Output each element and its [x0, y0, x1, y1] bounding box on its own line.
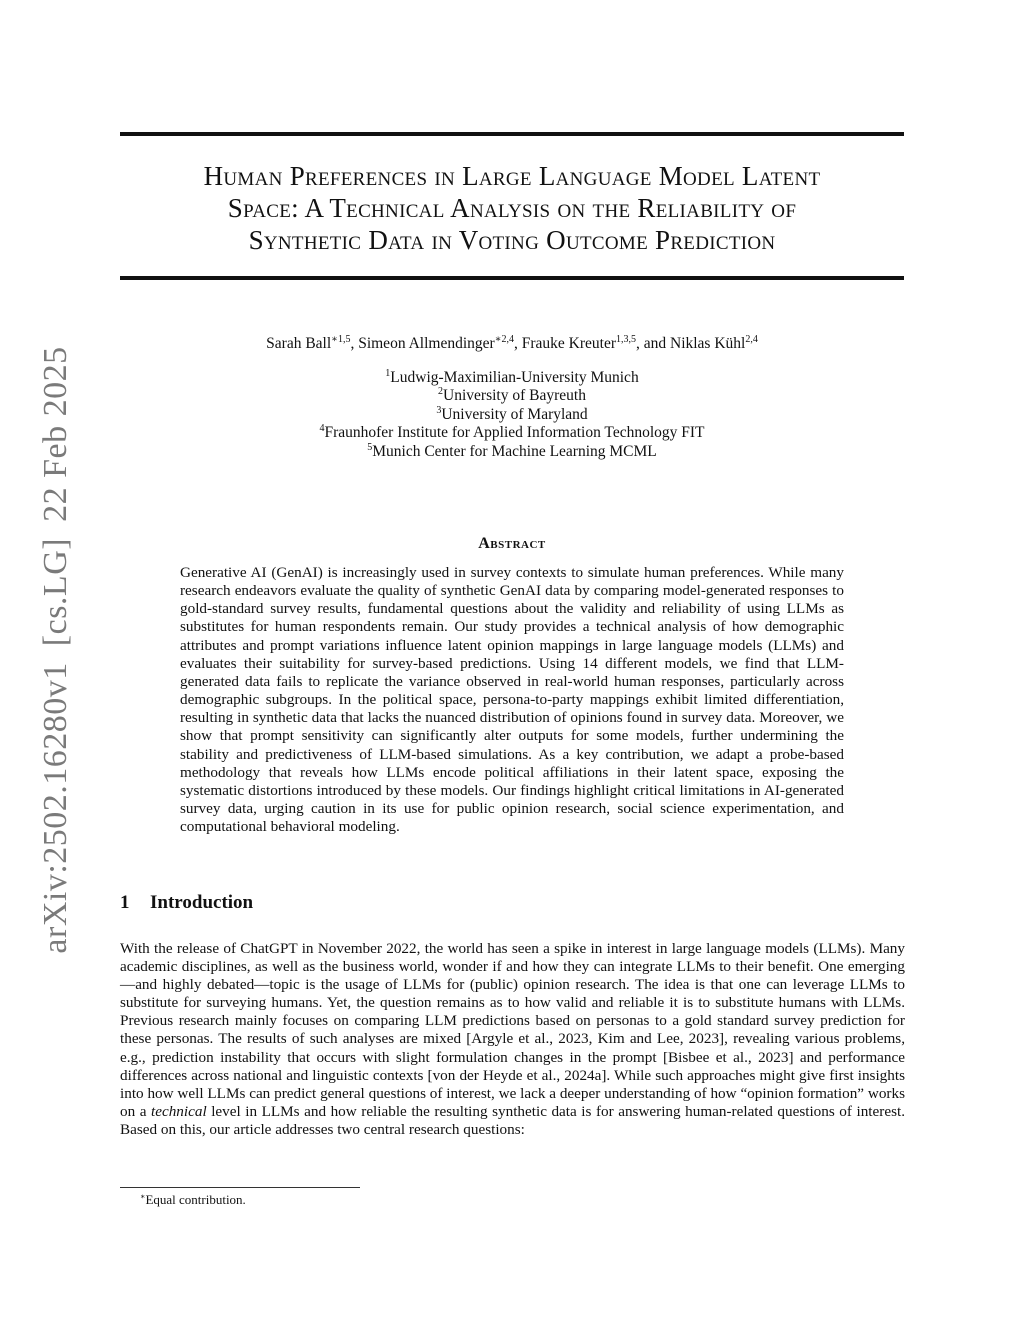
affiliation-name: Fraunhofer Institute for Applied Information Technology FIT — [324, 424, 705, 442]
section-heading-introduction — [120, 892, 253, 914]
author-affil-marks: ∗2,4 — [494, 334, 514, 345]
footnote-mark: ∗ — [140, 1192, 146, 1201]
author-name: Sarah Ball — [266, 335, 332, 352]
footnote-text: Equal contribution. — [145, 1192, 246, 1207]
title-top-rule — [120, 132, 904, 136]
author-affil-marks: ∗1,5 — [331, 334, 351, 345]
intro-text-part-1: With the release of ChatGPT in November 2022, the world has seen a spike in interest in large language models (LLMs). Many academic disciplines, as well as the business world, wonder if and how they can integrate LLMs to their benefit. One emerging—and highly debated—topic is the usage of LLMs for (public) opinion research. The idea is that one can leverage LLMs to substitute for surveying humans. Yet, the question remains as to how valid and reliable it is to substitute humans with LLMs. Previous research mainly focuses on comparing LLM predictions based on personas to a gold standard survey prediction for these personas. The results of such analyses are mixed [Argyle et al., 2023, Kim and Lee, 2023], revealing various problems, e.g., prediction instability that occurs with slight formulation changes in the prompt [Bisbee et al., 2023] and performance differences across national and linguistic contexts [von der Heyde et al., 2024a]. While such approaches might give first insights into how well LLMs can predict general questions of interest, we lack a deeper understanding of how “opinion formation” works on a — [120, 940, 905, 1120]
author-3 — [522, 335, 670, 352]
abstract-text: Generative AI (GenAI) is increasingly used in survey contexts to simulate human preferences. While many research endeavors evaluate the quality of synthetic GenAI data by comparing model-generated responses to gold-standard survey results, fundamental questions about the validity and reliability of using LLMs as substitutes for human respondents remain. Our study provides a technical analysis of how demographic attributes and prompt variations influence latent opinion mappings in large language models (LLMs) and evaluates their suitability for survey-based predictions. Using 14 different models, we find that LLM-generated data fails to replicate the variance observed in real-world human responses, particularly across demographic subgroups. In the political space, persona-to-party mappings exhibit limited differentiation, resulting in synthetic data that lacks the nuanced distribution of opinions found in survey data. Moreover, we show that prompt sensitivity can significantly alter outputs for some models, further undermining the stability and predictiveness of LLM-based simulations. As a key contribution, we adapt a probe-based methodology that reveals how LLMs encode political affiliations in their latent space, exposing the systematic distortions introduced by these models. Our findings highlight critical limitations in AI-generated survey data, urging caution in its use for public opinion research, social science experimentation, and computational behavioral modeling. — [180, 564, 844, 836]
paper-title — [120, 160, 904, 256]
author-name: Niklas Kühl — [670, 335, 746, 352]
author-separator: , — [513, 335, 522, 352]
affiliation-4 — [0, 424, 1024, 442]
affiliation-number: 4 — [319, 423, 325, 435]
author-name: Simeon Allmendinger — [358, 335, 495, 352]
affiliation-number: 2 — [438, 386, 444, 398]
author-2 — [358, 335, 522, 352]
affiliation-3 — [0, 406, 1024, 424]
author-affil-marks: 1,3,5 — [615, 334, 636, 345]
arxiv-category: [cs.LG] — [37, 537, 74, 647]
affiliation-list — [0, 369, 1024, 461]
intro-text-part-2: level in LLMs and how reliable the resulting synthetic data is for answering human-related questions of interest. Based on this, our article addresses two central research questions: — [120, 1102, 905, 1138]
affiliation-number: 3 — [436, 404, 442, 416]
affiliation-2 — [0, 387, 1024, 405]
author-separator: , — [350, 335, 359, 352]
affiliation-1 — [0, 369, 1024, 387]
affiliation-name: University of Bayreuth — [443, 387, 586, 405]
author-name: Frauke Kreuter — [521, 335, 616, 352]
affiliation-number: 5 — [367, 441, 373, 453]
affiliation-name: Ludwig-Maximilian-University Munich — [390, 369, 639, 386]
author-list — [0, 334, 1024, 354]
affiliation-5 — [0, 443, 1024, 461]
section-title: Introduction — [150, 892, 254, 913]
introduction-paragraph — [120, 940, 905, 1139]
author-4 — [670, 335, 758, 352]
intro-emphasis: technical — [151, 1102, 207, 1120]
title-line-1: Human Preferences in Large Language Model Latent — [203, 161, 821, 191]
affiliation-name: University of Maryland — [441, 405, 588, 423]
author-1 — [266, 335, 358, 352]
affiliation-name: Munich Center for Machine Learning MCML — [372, 442, 657, 460]
section-number: 1 — [120, 892, 130, 913]
title-line-2: Space: A Technical Analysis on the Reliability of — [227, 193, 797, 223]
title-bottom-rule — [120, 276, 904, 280]
author-affil-marks: 2,4 — [745, 334, 758, 345]
affiliation-number: 1 — [385, 368, 391, 379]
footnote — [140, 1192, 246, 1208]
abstract-heading: Abstract — [478, 535, 546, 552]
arxiv-date: 22 Feb 2025 — [37, 346, 74, 522]
arxiv-id: arXiv:2502.16280v1 — [37, 662, 74, 954]
author-separator: , and — [635, 335, 670, 352]
title-line-3: Synthetic Data in Voting Outcome Prediction — [248, 225, 776, 255]
footnote-divider — [120, 1187, 360, 1188]
